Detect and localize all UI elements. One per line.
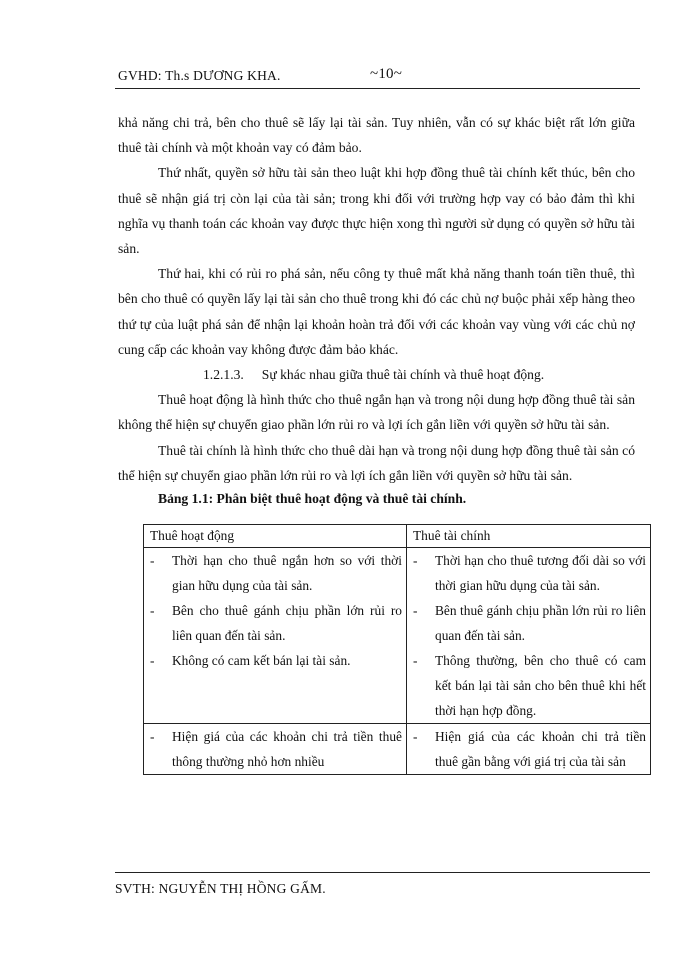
header-rule [115, 88, 640, 89]
section-subheading [118, 362, 635, 387]
table-cell [407, 724, 651, 775]
list-item: - Thời hạn cho thuê ngắn hơn so với thời gian hữu dụng của tài sản. [150, 548, 402, 598]
list-item: - Bên cho thuê gánh chịu phần lớn rủi ro liên quan đến tài sản. [150, 598, 402, 648]
bullet-list [150, 724, 402, 774]
list-item: - Thời hạn cho thuê tương đối dài so với thời gian hữu dụng của tài sản. [413, 548, 646, 598]
list-item: - Hiện giá của các khoản chi trả tiền thuê thông thường nhỏ hơn nhiều [150, 724, 402, 774]
header-advisor: GVHD: Th.s DƯƠNG KHA. [118, 68, 281, 83]
page-footer: SVTH: NGUYỄN THỊ HỒNG GẤM. [115, 881, 326, 896]
list-item: - Thông thường, bên cho thuê có cam kết bán lại tài sản cho bên thuê khi hết thời hạn hợp đồng. [413, 648, 646, 723]
column-header-finance-lease: Thuê tài chính [407, 525, 651, 548]
page-header [115, 66, 640, 86]
list-item: - Không có cam kết bán lại tài sản. [150, 648, 402, 673]
table-title: Bảng 1.1: Phân biệt thuê hoạt động và thuê tài chính. [158, 491, 467, 507]
comparison-table [143, 524, 651, 775]
paragraph: khả năng chi trả, bên cho thuê sẽ lấy lại tài sản. Tuy nhiên, vẫn có sự khác biệt rất lớn giữa thuê tài chính và một khoản vay có đảm bảo. [118, 115, 635, 156]
table-cell [407, 548, 651, 724]
list-item: - Hiện giá của các khoản chi trả tiền thuê gần bằng với giá trị của tài sản [413, 724, 646, 774]
column-header-operating-lease: Thuê hoạt động [144, 525, 407, 548]
table-cell [144, 548, 407, 724]
bullet-list [413, 724, 646, 774]
table-row [144, 724, 651, 775]
table-row [144, 548, 651, 724]
table-cell [144, 724, 407, 775]
page-number: ~10~ [370, 66, 403, 82]
section-title: Sự khác nhau giữa thuê tài chính và thuê hoạt động. [261, 367, 545, 383]
paragraph: Thứ hai, khi có rủi ro phá sản, nếu công ty thuê mất khả năng thanh toán tiền thuê, thì bên cho thuê có quyền lấy lại tài sản cho thuê trong khi đó các chủ nợ buộc phải xếp hàng theo thứ tự của luật phá sản để nhận lại khoản hoàn trả đối với các khoản vay vùng với các chủ nợ cung cấp các khoản vay không được đảm bảo khác. [118, 266, 635, 357]
bullet-list [413, 548, 646, 723]
section-number: 1.2.1.3. [203, 367, 244, 383]
document-body [118, 110, 646, 775]
list-item: - Bên thuê gánh chịu phần lớn rủi ro liên quan đến tài sản. [413, 598, 646, 648]
table-header-row [144, 525, 651, 548]
bullet-list [150, 548, 402, 673]
footer-rule [115, 872, 650, 873]
paragraph: Thuê tài chính là hình thức cho thuê dài hạn và trong nội dung hợp đồng thuê tài sản có thể hiện sự chuyển giao phần lớn rủi ro và lợi ích gắn liền với quyền sở hữu tài sản. [118, 442, 635, 483]
paragraph: Thứ nhất, quyền sở hữu tài sản theo luật khi hợp đồng thuê tài chính kết thúc, bên cho thuê sẽ nhận giá trị còn lại của tài sản; trong khi đối với trường hợp vay có bảo đảm thì khi nghĩa vụ thanh toán các khoản vay được thực hiện xong thì người sử dụng có quyền sở hữu tài sản. [118, 165, 635, 257]
paragraph: Thuê hoạt động là hình thức cho thuê ngắn hạn và trong nội dung hợp đồng thuê tài sản không thể hiện sự chuyển giao phần lớn rủi ro và lợi ích gắn liền với quyền sở hữu tài sản. [118, 392, 635, 433]
